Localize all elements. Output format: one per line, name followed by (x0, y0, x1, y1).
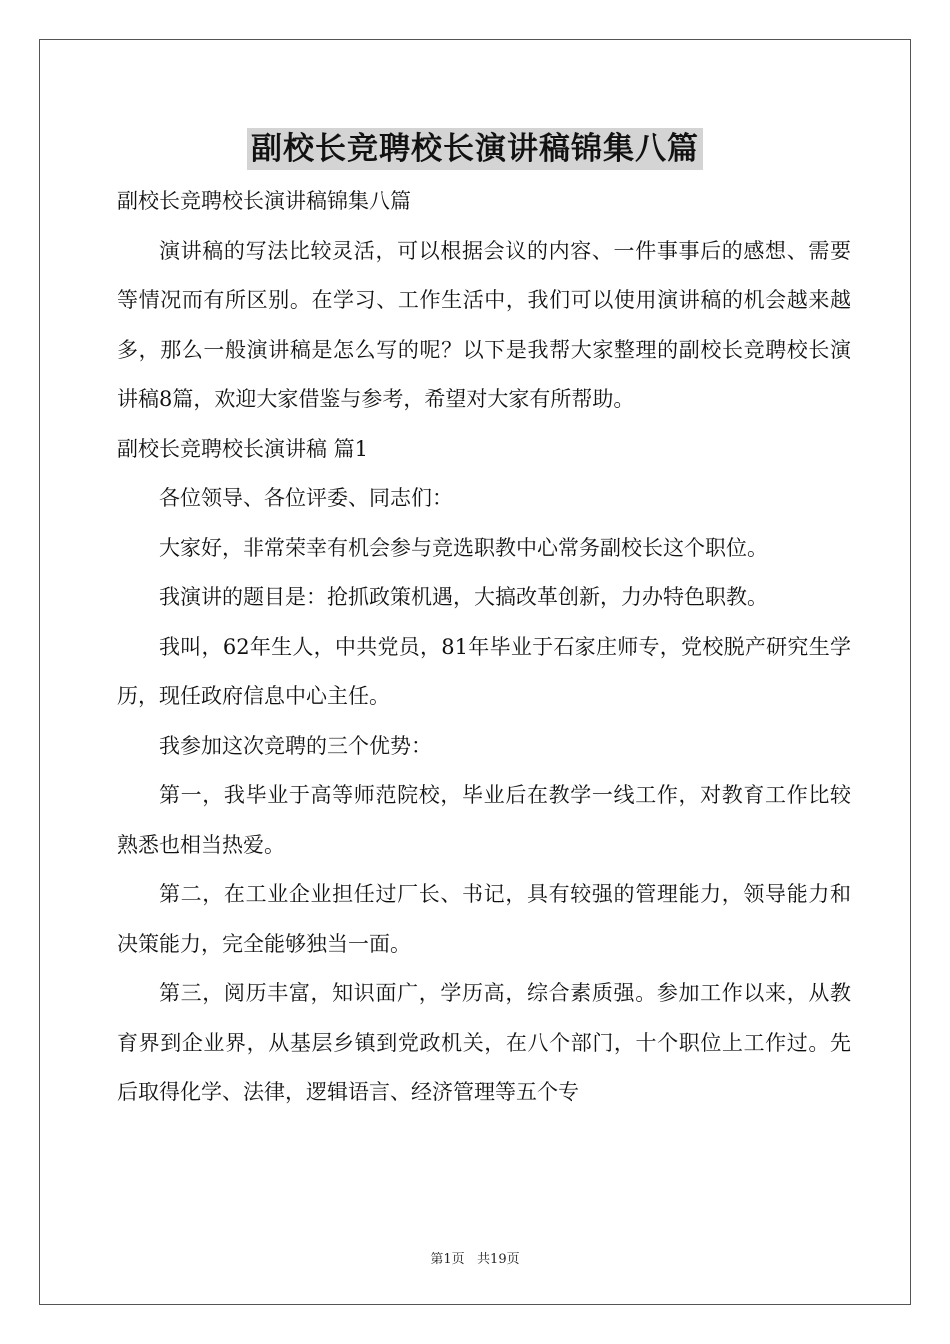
paragraph-hello: 大家好，非常荣幸有机会参与竞选职教中心常务副校长这个职位。 (159, 535, 768, 560)
document-title: 副校长竞聘校长演讲稿锦集八篇 (247, 128, 703, 170)
page-footer: 第1页 共19页 (430, 1252, 520, 1267)
paragraph-advantage-1: 第一，我毕业于高等师范院校，毕业后在教学一线工作，对教育工作比较熟悉也相当热爱。 (117, 783, 851, 857)
paragraph-greeting: 各位领导、各位评委、同志们： (159, 486, 453, 510)
paragraph-advantages-lead: 我参加这次竞聘的三个优势： (159, 733, 432, 758)
paragraph-topic: 我演讲的题目是：抢抓政策机遇，大搞改革创新，力办特色职教。 (159, 585, 768, 609)
paragraph-advantage-3: 第三，阅历丰富，知识面广，学历高，综合素质强。参加工作以来，从教育界到企业界，从基层乡镇到党政机关，在八个部门，十个职位上工作过。先后取得化学、法律，逻辑语言、经济管理等五个专 (117, 981, 851, 1104)
document-body (117, 177, 851, 1118)
title-container (0, 128, 950, 170)
paragraph-self-intro: 我叫，62年生人，中共党员，81年毕业于石家庄师专，党校脱产研究生学历，现任政府信息中心主任。 (117, 634, 851, 708)
paragraph-advantage-2: 第二，在工业企业担任过厂长、书记，具有较强的管理能力，领导能力和决策能力，完全能够独当一面。 (117, 882, 851, 956)
section-heading-1: 副校长竞聘校长演讲稿 篇1 (117, 436, 369, 461)
paragraph-subtitle: 副校长竞聘校长演讲稿锦集八篇 (117, 189, 411, 213)
paragraph-intro: 演讲稿的写法比较灵活，可以根据会议的内容、一件事事后的感想、需要等情况而有所区别。在学习、工作生活中，我们可以使用演讲稿的机会越来越多，那么一般演讲稿是怎么写的呢？以下是我帮大家整理的副校长竞聘校长演讲稿8篇，欢迎大家借鉴与参考，希望对大家有所帮助。 (117, 238, 851, 411)
